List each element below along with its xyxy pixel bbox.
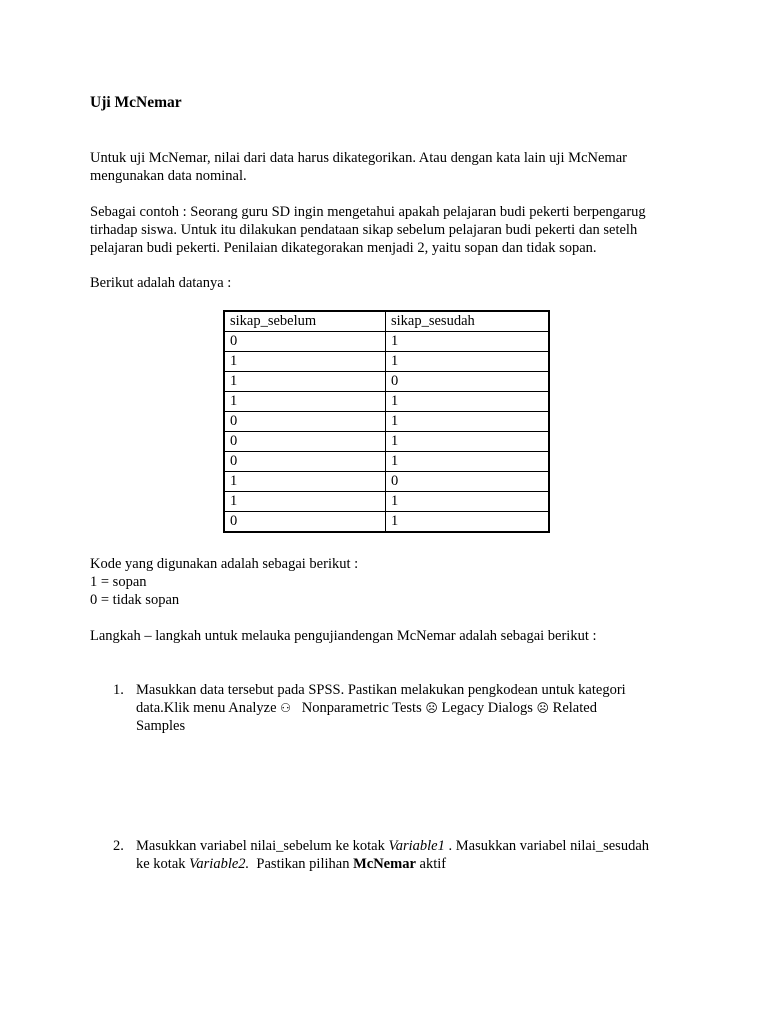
cell-sesudah: 1 — [386, 412, 550, 432]
table-header-row — [224, 311, 549, 332]
example-line-2: tirhadap siswa. Untuk itu dilakukan pendataan sikap sebelum pelajaran budi pekerti dan setelh — [90, 222, 638, 238]
table-row — [224, 392, 549, 412]
cell-sebelum: 1 — [224, 352, 386, 372]
steps-intro: Langkah – langkah untuk melauka pengujiandengan McNemar adalah sebagai berikut : — [90, 628, 597, 644]
step-number: 2. — [113, 838, 124, 854]
step-2-line-1 — [136, 837, 686, 855]
data-table — [223, 310, 550, 533]
step-1-text-nonparametric: Nonparametric Tests — [290, 700, 426, 716]
mcnemar-label: McNemar — [353, 856, 416, 872]
step-1-text-analyze: data.Klik menu Analyze — [136, 700, 281, 716]
page-title: Uji McNemar — [90, 94, 182, 111]
codes-heading: Kode yang digunakan adalah sebagai berikut : — [90, 556, 359, 572]
cell-sesudah: 1 — [386, 512, 550, 533]
cell-sesudah: 1 — [386, 492, 550, 512]
table-row — [224, 352, 549, 372]
step-2-text-a: Masukkan variabel nilai_sebelum ke kotak — [136, 838, 389, 854]
step-body — [136, 681, 686, 735]
arrow-symbol-icon: ⚇ — [280, 701, 291, 715]
step-1-line-1: Masukkan data tersebut pada SPSS. Pastikan melakukan pengkodean untuk kategori — [136, 682, 626, 698]
cell-sesudah: 0 — [386, 472, 550, 492]
step-2-text-d: Pastikan pilihan — [249, 856, 354, 872]
step-number: 1. — [113, 682, 124, 698]
table-row — [224, 332, 549, 352]
variable1-label: Variable1 — [388, 838, 445, 854]
step-2-text-c: ke kotak — [136, 856, 190, 872]
cell-sebelum: 0 — [224, 512, 386, 533]
cell-sesudah: 1 — [386, 432, 550, 452]
cell-sesudah: 1 — [386, 452, 550, 472]
cell-sebelum: 1 — [224, 392, 386, 412]
code-sopan: 1 = sopan — [90, 574, 147, 590]
data-intro: Berikut adalah datanya : — [90, 275, 232, 291]
cell-sesudah: 1 — [386, 332, 550, 352]
table-row — [224, 432, 549, 452]
column-header-sikap-sesudah: sikap_sesudah — [386, 311, 550, 332]
step-1-text-legacy: Legacy Dialogs — [437, 700, 537, 716]
intro-paragraph — [90, 149, 690, 185]
cell-sesudah: 0 — [386, 372, 550, 392]
arrow-symbol-icon: ☹ — [536, 701, 550, 715]
step-1-line-2 — [136, 699, 686, 717]
example-line-3: pelajaran budi pekerti. Penilaian dikategorakan menjadi 2, yaitu sopan dan tidak sopan. — [90, 240, 597, 256]
step-1-line-3: Samples — [136, 718, 186, 734]
step-1-text-related: Related — [549, 700, 597, 716]
table-row — [224, 412, 549, 432]
step-2-text-e: aktif — [415, 856, 447, 872]
intro-line-1: Untuk uji McNemar, nilai dari data harus dikategorikan. Atau dengan kata lain uji McNemar — [90, 150, 627, 166]
table-row — [224, 492, 549, 512]
codes-section — [90, 555, 690, 609]
cell-sebelum: 1 — [224, 492, 386, 512]
example-paragraph — [90, 203, 690, 257]
variable2-label: Variable2. — [189, 856, 250, 872]
step-body — [136, 837, 686, 873]
table-row — [224, 472, 549, 492]
step-2-text-b: . Masukkan variabel nilai_sesudah — [444, 838, 650, 854]
cell-sebelum: 0 — [224, 432, 386, 452]
cell-sebelum: 0 — [224, 452, 386, 472]
intro-line-2: mengunakan data nominal. — [90, 168, 247, 184]
table-row — [224, 452, 549, 472]
table-row — [224, 512, 549, 533]
column-header-sikap-sebelum: sikap_sebelum — [224, 311, 386, 332]
example-line-1: Sebagai contoh : Seorang guru SD ingin mengetahui apakah pelajaran budi pekerti berpengarug — [90, 204, 646, 220]
step-2-line-2 — [136, 855, 686, 873]
cell-sebelum: 0 — [224, 412, 386, 432]
cell-sesudah: 1 — [386, 392, 550, 412]
cell-sebelum: 1 — [224, 472, 386, 492]
cell-sesudah: 1 — [386, 352, 550, 372]
table-row — [224, 372, 549, 392]
arrow-symbol-icon: ☹ — [425, 701, 438, 715]
code-tidak-sopan: 0 = tidak sopan — [90, 592, 180, 608]
cell-sebelum: 1 — [224, 372, 386, 392]
cell-sebelum: 0 — [224, 332, 386, 352]
